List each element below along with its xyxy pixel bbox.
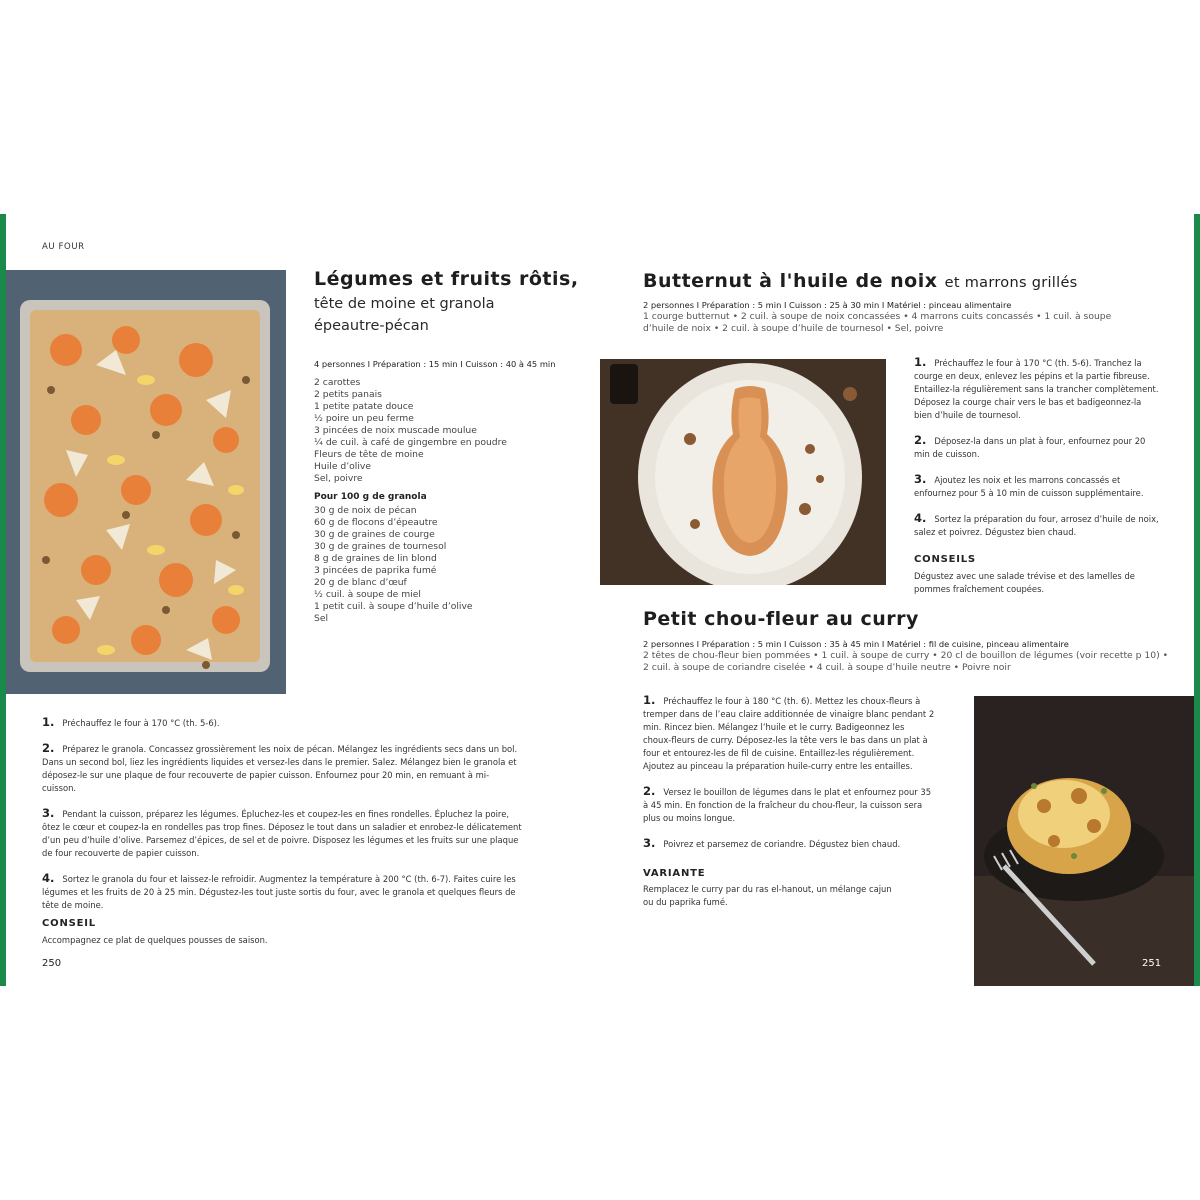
- left-recipe-subtitle-1: tête de moine et granola: [314, 296, 495, 312]
- ingredient: 30 g de graines de tournesol: [314, 541, 447, 552]
- left-recipe-title: Légumes et fruits rôtis,: [314, 268, 579, 290]
- book-spread: [0, 214, 1200, 986]
- ingredient: ½ poire un peu ferme: [314, 413, 414, 424]
- ingredient: ½ cuil. à soupe de miel: [314, 589, 421, 600]
- step: 2. Préparez le granola. Concassez grossièrement les noix de pécan. Mélangez les ingrédients secs dans un bol. Dans un second bol, liez les ingrédients liquides et versez-les dans le premier. Salez. Mélangez bien le granola et déposez-le sur une plaque de four recouverte de papier cuisson. Enfournez pour 20 min, en remuant à mi-cuisson.: [42, 741, 518, 793]
- cauliflower-ingredients-2: 2 cuil. à soupe de coriandre ciselée • 4 cuil. à soupe d’huile neutre • Poivre noir: [643, 662, 1011, 673]
- ingredient: 1 petite patate douce: [314, 401, 414, 412]
- ingredient: 3 pincées de noix muscade moulue: [314, 425, 477, 436]
- butternut-ingredients-2: d’huile de noix • 2 cuil. à soupe d’huile de tournesol • Sel, poivre: [643, 323, 944, 334]
- step: 2. Versez le bouillon de légumes dans le plat et enfournez pour 35 à 45 min. En fonction de la fraîcheur du chou-fleur, la cuisson sera plus ou moins longue.: [643, 784, 932, 823]
- left-recipe-meta: 4 personnes I Préparation : 15 min I Cuisson : 40 à 45 min: [314, 359, 556, 369]
- cauliflower-recipe-title: Petit chou-fleur au curry: [643, 608, 919, 630]
- ingredient: Huile d’olive: [314, 461, 371, 472]
- butternut-recipe-title: Butternut à l'huile de noix et marrons grillés: [643, 270, 1078, 292]
- ingredient: 30 g de graines de courge: [314, 529, 435, 540]
- ingredient: 30 g de noix de pécan: [314, 505, 417, 516]
- right-green-edge: [1194, 214, 1200, 986]
- cauliflower-steps: [643, 694, 935, 863]
- left-tip-title: CONSEIL: [42, 918, 96, 929]
- ingredient: 60 g de flocons d’épeautre: [314, 517, 438, 528]
- ingredient: 20 g de blanc d’œuf: [314, 577, 407, 588]
- roasted-vegetables-photo: [6, 270, 286, 694]
- butternut-steps: [914, 356, 1160, 551]
- cauliflower-photo: [974, 696, 1194, 986]
- page-number-left: 250: [42, 958, 62, 969]
- butternut-meta: 2 personnes I Préparation : 5 min I Cuisson : 25 à 30 min I Matériel : pinceau alimentaire: [643, 300, 1012, 310]
- step: 2. Déposez-la dans un plat à four, enfournez pour 20 min de cuisson.: [914, 433, 1146, 459]
- ingredient: 2 carottes: [314, 377, 361, 388]
- ingredient: 1 petit cuil. à soupe d’huile d’olive: [314, 601, 473, 612]
- step: 3. Ajoutez les noix et les marrons concassés et enfournez pour 5 à 10 min de cuisson supplémentaire.: [914, 472, 1144, 498]
- butternut-photo: [600, 359, 886, 585]
- step: 1. Préchauffez le four à 180 °C (th. 6). Mettez les choux-fleurs à tremper dans de l’eau claire additionnée de vinaigre blanc pendant 2 min. Rincez bien. Mélangez l’huile et le curry. Badigeonnez les choux-fleurs de curry. Déposez-les la tête vers le bas dans un plat à four et entourez-les de fil de cuisine. Entaillez-les régulièrement. Ajoutez au pinceau la préparation huile-curry entre les entailles.: [643, 693, 935, 771]
- cauliflower-variant-title: VARIANTE: [643, 868, 706, 879]
- step: 4. Sortez le granola du four et laissez-le refroidir. Augmentez la température à 200 °C (th. 6-7). Faites cuire les légumes et les fruits de 20 à 25 min. Dégustez-les tout juste sortis du four, avec le granola et quelques fleurs de tête de moine.: [42, 871, 516, 910]
- butternut-ingredients-1: 1 courge butternut • 2 cuil. à soupe de noix concassées • 4 marrons cuits concassés • 1 cuil. à soupe: [643, 311, 1112, 322]
- cauliflower-ingredients-1: 2 têtes de chou-fleur bien pommées • 1 cuil. à soupe de curry • 20 cl de bouillon de légumes (voir recette p 10) •: [643, 650, 1168, 661]
- butternut-tips-text: Dégustez avec une salade trévise et des lamelles de pommes fraîchement coupées.: [914, 571, 1135, 594]
- butternut-tips-title: CONSEILS: [914, 554, 976, 565]
- cauliflower-meta: 2 personnes I Préparation : 5 min I Cuisson : 35 à 45 min I Matériel : fil de cuisine, pinceau alimentaire: [643, 639, 1069, 649]
- cauliflower-variant-text: Remplacez le curry par du ras el-hanout, un mélange cajun ou du paprika fumé.: [643, 884, 892, 907]
- ingredient: Sel: [314, 613, 329, 624]
- ingredient: Fleurs de tête de moine: [314, 449, 424, 460]
- step: 1. Préchauffez le four à 170 °C (th. 5-6). Tranchez la courge en deux, enlevez les pépins et la partie fibreuse. Entaillez-la régulièrement sans la trancher complètement. Déposez la courge chair vers le bas et badigeonnez-la bien d’huile de tournesol.: [914, 355, 1159, 420]
- ingredient: ¼ de cuil. à café de gingembre en poudre: [314, 437, 507, 448]
- step: 3. Pendant la cuisson, préparez les légumes. Épluchez-les et coupez-les en fines rondelles. Épluchez la poire, ôtez le cœur et coupez-la en rondelles pas trop fines. Déposez le tout dans un saladier et enrobez-le délicatement d’un peu d’huile d’olive. Parsemez d’épices, de sel et de poivre. Disposez les légumes et les fruits sur une plaque de four recouverte de papier cuisson.: [42, 806, 522, 858]
- section-label: AU FOUR: [42, 242, 85, 252]
- left-tip-text: Accompagnez ce plat de quelques pousses de saison.: [42, 935, 268, 945]
- step: 3. Poivrez et parsemez de coriandre. Dégustez bien chaud.: [643, 836, 901, 850]
- step: 1. Préchauffez le four à 170 °C (th. 5-6).: [42, 715, 220, 729]
- ingredient: 3 pincées de paprika fumé: [314, 565, 437, 576]
- ingredient: Sel, poivre: [314, 473, 363, 484]
- page-number-right: 251: [1142, 958, 1162, 969]
- left-steps: [42, 716, 522, 924]
- left-ingredients: [314, 377, 507, 625]
- left-recipe-subtitle-2: épeautre-pécan: [314, 318, 429, 334]
- ingredient: 2 petits panais: [314, 389, 382, 400]
- granola-heading: Pour 100 g de granola: [314, 492, 427, 502]
- step: 4. Sortez la préparation du four, arrosez d’huile de noix, salez et poivrez. Dégustez bien chaud.: [914, 511, 1159, 537]
- ingredient: 8 g de graines de lin blond: [314, 553, 437, 564]
